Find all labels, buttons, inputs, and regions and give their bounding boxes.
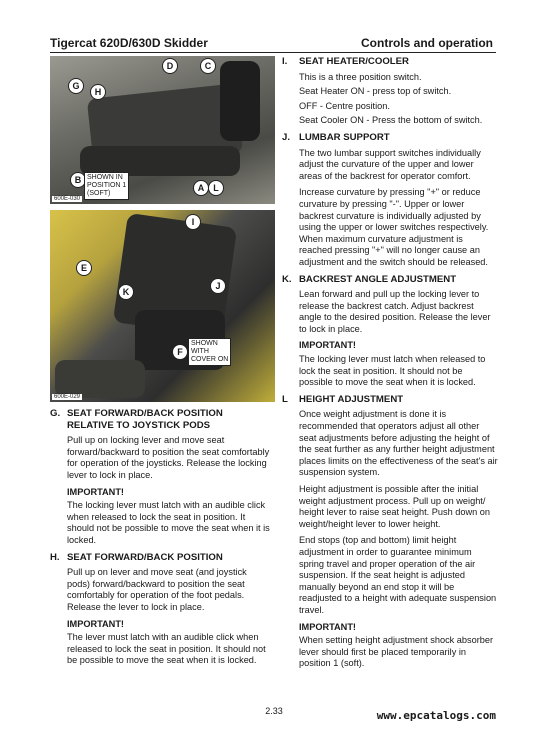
section-l-title: HEIGHT ADJUSTMENT <box>299 393 404 405</box>
callout-k: K <box>118 284 134 300</box>
callout-e: E <box>76 260 92 276</box>
section-k-title: BACKREST ANGLE ADJUSTMENT <box>299 273 457 285</box>
figure2-caption: SHOWN WITH COVER ON <box>188 338 231 366</box>
section-j: J. LUMBAR SUPPORT The two lumbar support switches individually adjust the curvature of the upper and lower areas of the backrest for operator comfort. Increase curvature by pressing "+" or reduce curvature by pressing "-". Upper or lower backrest curvature is individually adjusted by using the upper or lower switches respectively. When maximum curvature adjustment is reached pressing "+" will no longer cause an adjustment and the switch should be released. <box>282 131 489 267</box>
header-title: Tigercat 620D/630D Skidder <box>50 36 208 50</box>
watermark: www.epcatalogs.com <box>376 709 496 722</box>
callout-h: H <box>90 84 106 100</box>
right-column <box>282 56 498 675</box>
figure1-code: 600E-030 <box>54 196 81 202</box>
section-l: L HEIGHT ADJUSTMENT Once weight adjustment is done it is recommended that operators adjust all other seat adjustments before adjusting the height of the seat further as any further height adjustment places limits on the effectiveness of the seat's air suspension system. Height adjustment is possible after the initial weight adjustment process. Pull up on weight/ height lever to raise seat height. Push down on weight/height lever to lower height. End stops (top and bottom) limit height adjustment in order to guarantee minimum spring travel and proper operation of the air suspension. If the seat height is adjusted manually beyond an end stop it will be readjusted to a height with adequate suspension travel. IMPORTANT! When setting height adjustment shock absorber lever should first be placed temporarily in position 1 (soft). <box>282 393 498 669</box>
header-section: Controls and operation <box>361 36 493 50</box>
callout-f: F <box>172 344 188 360</box>
section-g-important: IMPORTANT! <box>67 486 124 497</box>
figure2-code: 600E-029 <box>54 394 81 400</box>
section-h-title: SEAT FORWARD/BACK POSITION <box>67 551 223 563</box>
section-h-para-1: Pull up on lever and move seat (and joystick pods) forward/backward to position the seat comfortably for operation of the foot pedals. Release the lever to lock in place. <box>67 567 247 612</box>
seat-photo-bottom <box>50 210 275 402</box>
callout-a: A <box>193 180 209 196</box>
figure1-caption: SHOWN IN POSITION 1 (SOFT) <box>84 172 129 200</box>
section-j-title: LUMBAR SUPPORT <box>299 131 390 143</box>
callout-d: D <box>162 58 178 74</box>
page-number: 2.33 <box>265 706 283 716</box>
callout-c: C <box>200 58 216 74</box>
section-k-important: IMPORTANT! <box>299 340 356 351</box>
callout-b: B <box>70 172 86 188</box>
section-k: K. BACKREST ANGLE ADJUSTMENT Lean forward and pull up the locking lever to release the backrest catch. Adjust backrest angle to the desired position. Release the lever to lock in place. IMPORTANT! The locking lever must latch when released to lock the seat in position. It should not be possible to move the seat when it is locked. <box>282 274 498 389</box>
seat-photo-top <box>50 56 275 204</box>
callout-i: I <box>185 214 201 230</box>
section-g: G. SEAT FORWARD/BACK POSITION RELATIVE TO JOYSTICK PODS Pull up on locking lever and move seat forward/backward to position the seat comfortably for operation of the joysticks. Release the locking lever to lock in place. IMPORTANT! The locking lever must latch with an audible click when released to lock the seat in position. It should not be possible to move the seat when it is locked. <box>50 408 272 547</box>
section-h-para-2: The lever must latch with an audible click when released to lock the seat in position. It should not be possible to move the seat when it is locked. <box>67 632 266 666</box>
section-i-title: SEAT HEATER/COOLER <box>299 56 409 67</box>
section-i: I. SEAT HEATER/COOLER This is a three position switch. Seat Heater ON - press top of switch. OFF - Centre position. Seat Cooler ON - Press the bottom of switch. <box>282 56 483 126</box>
section-g-title: SEAT FORWARD/BACK POSITION RELATIVE TO JOYSTICK PODS <box>67 408 223 431</box>
callout-g: G <box>68 78 84 94</box>
section-h-important: IMPORTANT! <box>67 618 124 629</box>
left-column <box>50 408 272 672</box>
callout-j: J <box>210 278 226 294</box>
header-rule <box>50 52 496 53</box>
callout-l: L <box>208 180 224 196</box>
section-g-para-1: Pull up on locking lever and move seat forward/backward to position the seat comfortably for operation of the joysticks. Release the locking lever to lock in place. <box>67 435 270 480</box>
section-h: H. SEAT FORWARD/BACK POSITION Pull up on lever and move seat (and joystick pods) forward/backward to position the seat comfortably for operation of the foot pedals. Release the lever to lock in place. IMPORTANT! The lever must latch with an audible click when released to lock the seat in position. It should not be possible to move the seat when it is locked. <box>50 552 272 667</box>
section-g-para-2: The locking lever must latch with an audible click when released to lock the seat in position. It should not be possible to move the seat when it is locked. <box>67 500 270 545</box>
section-l-important: IMPORTANT! <box>299 621 356 632</box>
